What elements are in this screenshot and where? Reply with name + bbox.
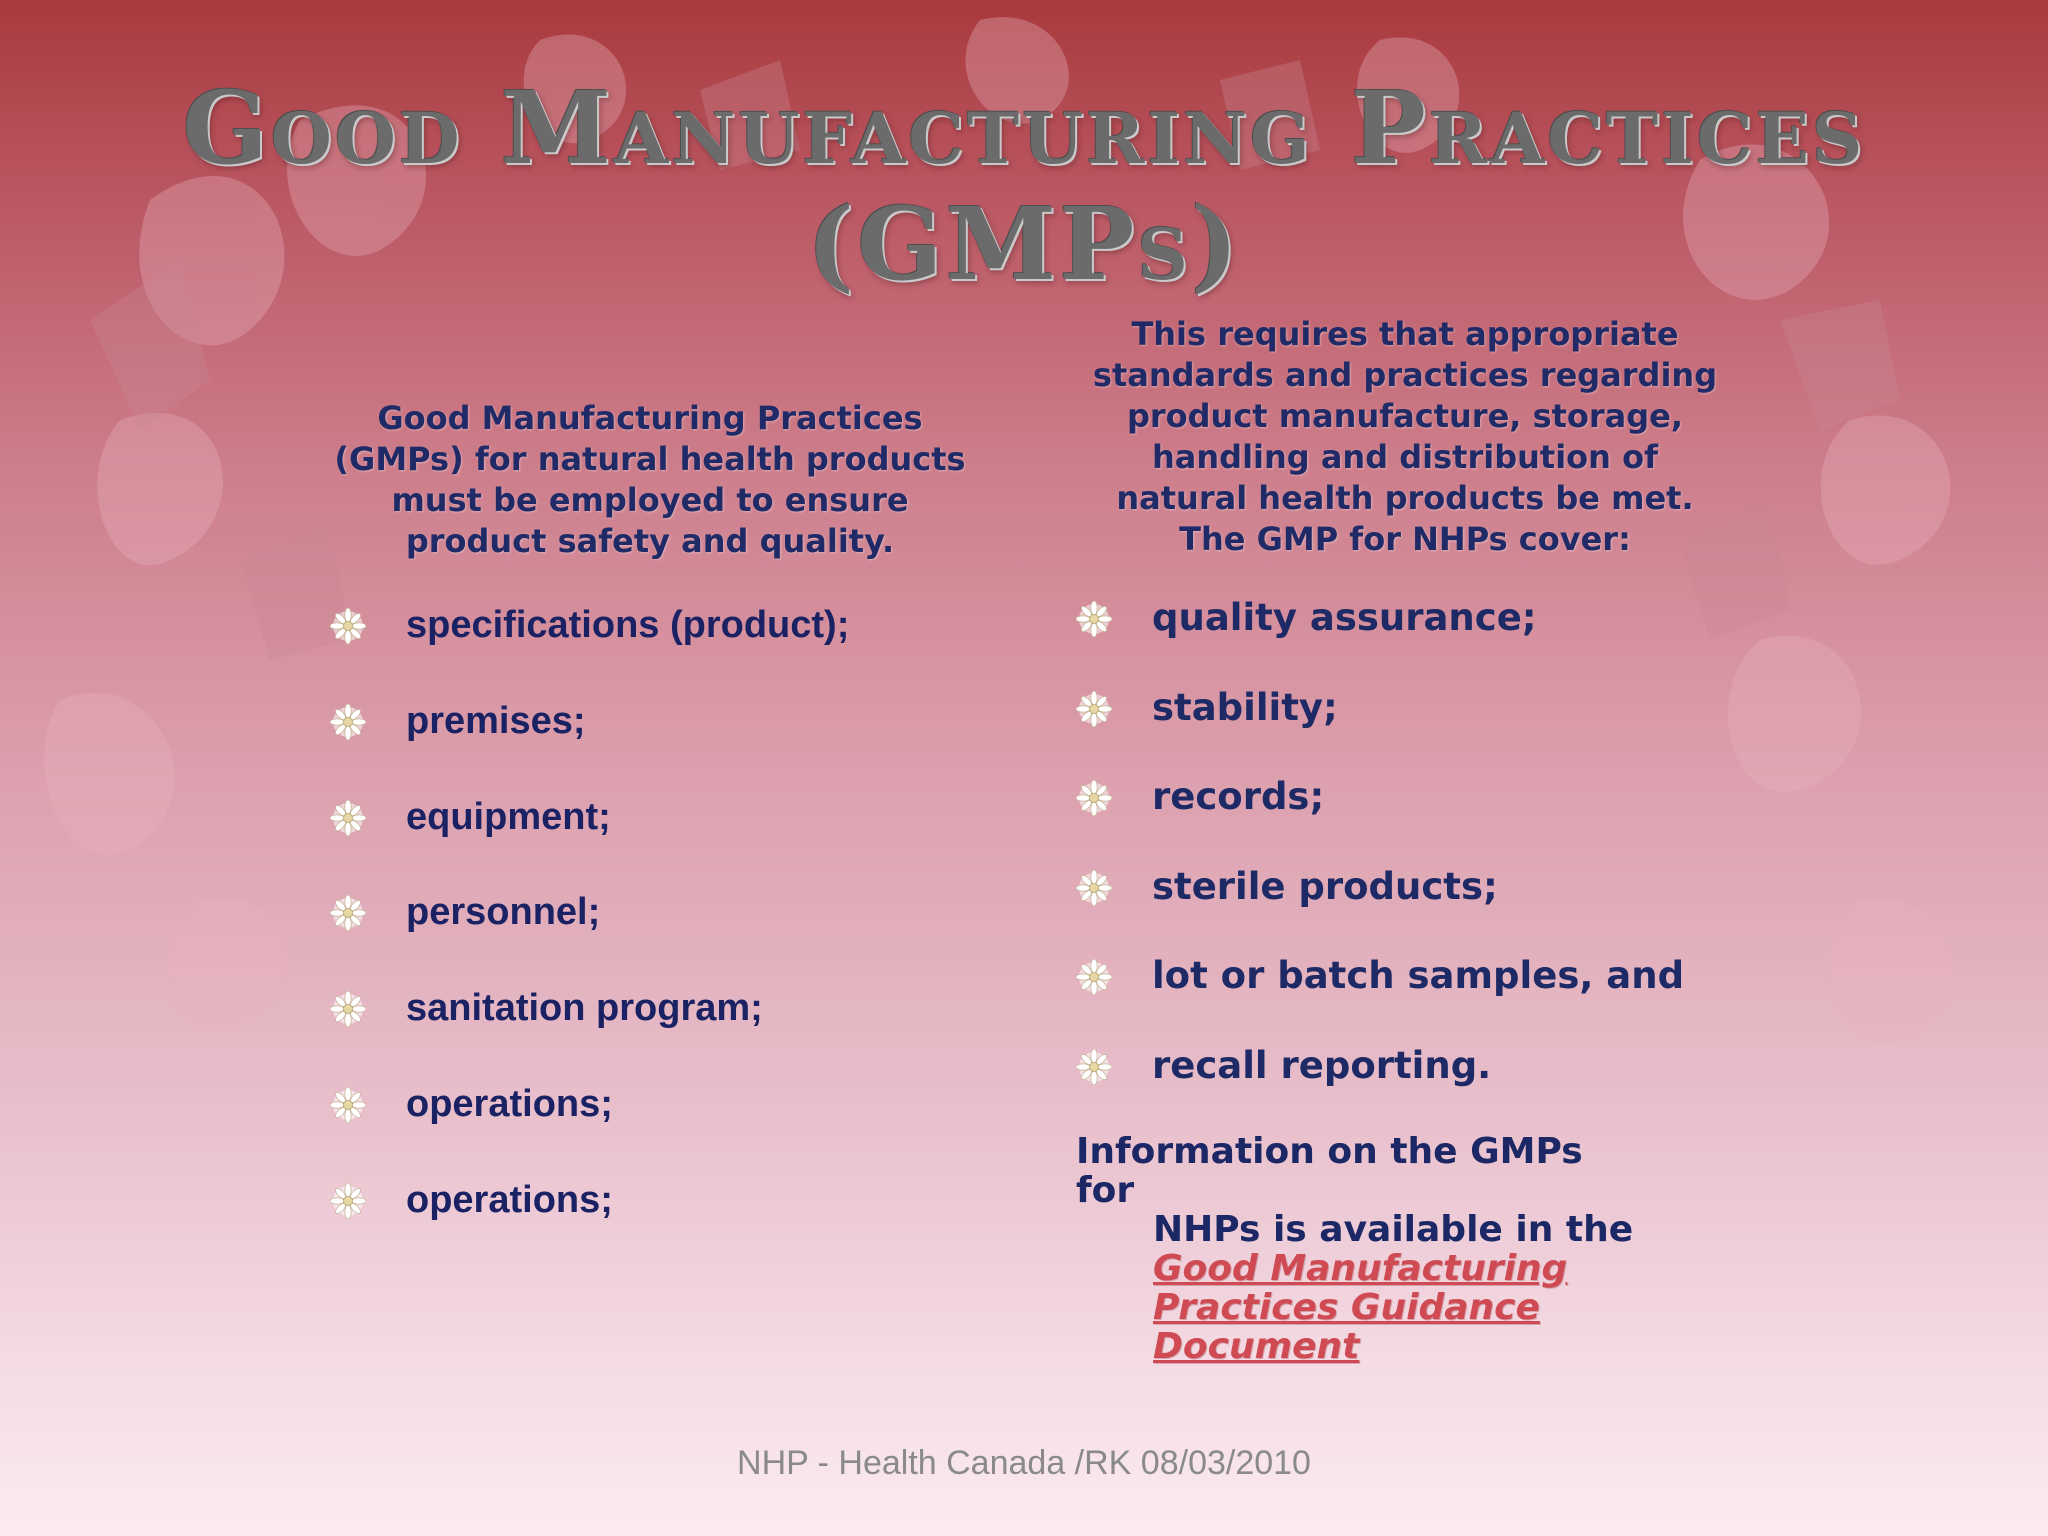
- flower-bullet-icon: [330, 1183, 366, 1219]
- list-item-text: operations;: [406, 1179, 613, 1221]
- list-item-text: recall reporting.: [1152, 1044, 1492, 1087]
- slide-title: [80, 70, 1968, 302]
- list-item-text: lot or batch samples, and: [1152, 954, 1685, 997]
- list-item-text: personnel;: [406, 891, 601, 933]
- list-item-text: premises;: [406, 700, 586, 742]
- list-item-text: specifications (product);: [406, 604, 850, 646]
- flower-bullet-icon: [1076, 959, 1112, 995]
- list-item-text: stability;: [1152, 686, 1338, 729]
- flower-bullet-icon: [1076, 780, 1112, 816]
- list-item-text: operations;: [406, 1083, 613, 1125]
- list-item-text: records;: [1152, 775, 1325, 818]
- title-line-2: (GMPs): [806, 185, 1242, 303]
- flower-bullet-icon: [330, 1087, 366, 1123]
- flower-bullet-icon: [1076, 870, 1112, 906]
- info-text-line-1: Information on the GMPs for: [1076, 1131, 1583, 1211]
- flower-bullet-icon: [330, 608, 366, 644]
- left-intro-text: Good Manufacturing Practices (GMPs) for natural health products must be employed to ensure product safety and quality.: [334, 399, 966, 560]
- guidance-document-link[interactable]: Good Manufacturing Practices Guidance Document: [1153, 1248, 1568, 1367]
- list-item-text: quality assurance;: [1152, 596, 1537, 639]
- list-item-text: sanitation program;: [406, 987, 763, 1029]
- info-paragraph: [1076, 1132, 1636, 1366]
- flower-bullet-icon: [1076, 601, 1112, 637]
- flower-bullet-icon: [1076, 1049, 1112, 1085]
- slide-footer: NHP - Health Canada /RK 08/03/2010: [737, 1444, 1311, 1482]
- list-item-text: sterile products;: [1152, 865, 1498, 908]
- flower-bullet-icon: [1076, 691, 1112, 727]
- flower-bullet-icon: [330, 895, 366, 931]
- flower-bullet-icon: [330, 991, 366, 1027]
- flower-bullet-icon: [330, 704, 366, 740]
- list-item-text: equipment;: [406, 796, 611, 838]
- flower-bullet-icon: [330, 800, 366, 836]
- info-text-line-2: NHPs is available in the: [1153, 1209, 1634, 1250]
- title-line-1: Good Manufacturing Practices: [182, 69, 1866, 187]
- right-intro-text: This requires that appropriate standards and practices regarding product manufacture, storage, handling and distribution of natural health products be met. The GMP for NHPs cover:: [1092, 315, 1718, 558]
